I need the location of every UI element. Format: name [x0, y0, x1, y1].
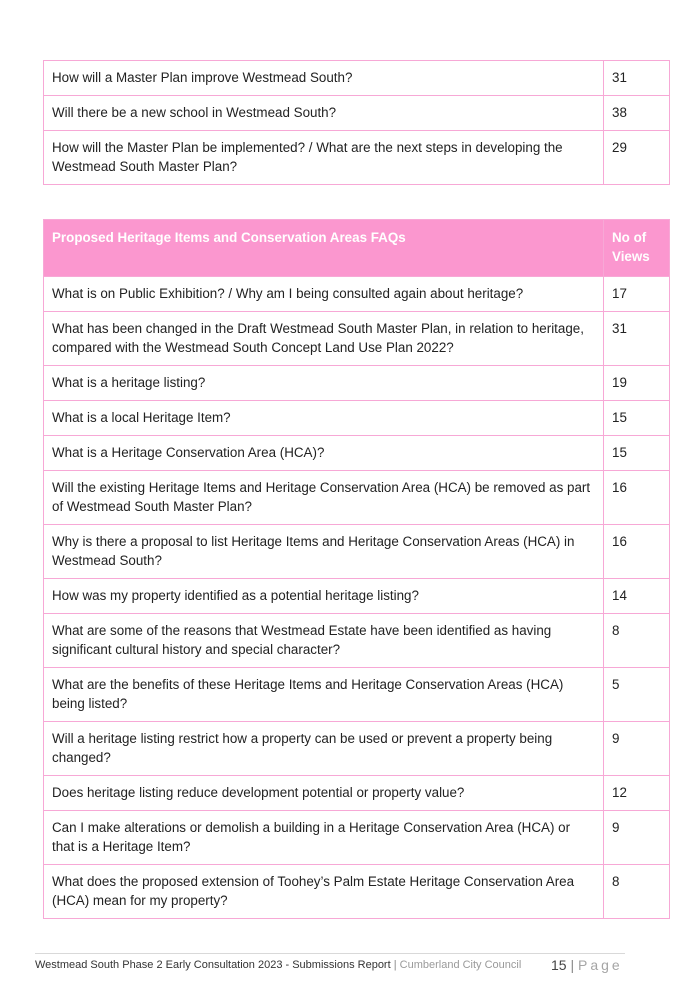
- table-header-row: [44, 220, 670, 277]
- views-cell: 29: [604, 131, 670, 185]
- page-separator: |: [570, 957, 575, 973]
- question-cell: Does heritage listing reduce development potential or property value?: [44, 776, 604, 811]
- question-cell: What are some of the reasons that Westmead Estate have been identified as having significant cultural history and special character?: [44, 614, 604, 668]
- views-cell: 38: [604, 96, 670, 131]
- column-header-views: No of Views: [604, 220, 670, 277]
- footer-report-title: Westmead South Phase 2 Early Consultation 2023 - Submissions Report: [35, 959, 391, 971]
- views-cell: 12: [604, 776, 670, 811]
- table-row: [44, 401, 670, 436]
- table-row: [44, 471, 670, 525]
- question-cell: What is a local Heritage Item?: [44, 401, 604, 436]
- page-number: 15: [551, 957, 567, 973]
- question-cell: Will the existing Heritage Items and Heritage Conservation Area (HCA) be removed as part of Westmead South Master Plan?: [44, 471, 604, 525]
- question-cell: How will a Master Plan improve Westmead South?: [44, 61, 604, 96]
- question-cell: Will there be a new school in Westmead South?: [44, 96, 604, 131]
- table-row: [44, 776, 670, 811]
- faq-table-general: [43, 60, 670, 185]
- question-cell: What are the benefits of these Heritage Items and Heritage Conservation Areas (HCA) being listed?: [44, 668, 604, 722]
- footer-separator: |: [393, 959, 397, 971]
- question-cell: Why is there a proposal to list Heritage Items and Heritage Conservation Areas (HCA) in Westmead South?: [44, 525, 604, 579]
- views-cell: 9: [604, 811, 670, 865]
- table-row: [44, 579, 670, 614]
- views-cell: 17: [604, 277, 670, 312]
- views-cell: 16: [604, 525, 670, 579]
- table-row: [44, 436, 670, 471]
- table-row: [44, 366, 670, 401]
- question-cell: How was my property identified as a potential heritage listing?: [44, 579, 604, 614]
- question-cell: What does the proposed extension of Toohey’s Palm Estate Heritage Conservation Area (HCA) mean for my property?: [44, 865, 604, 919]
- table-row: [44, 525, 670, 579]
- table-row: [44, 668, 670, 722]
- table-row: [44, 722, 670, 776]
- question-cell: Can I make alterations or demolish a building in a Heritage Conservation Area (HCA) or that is a Heritage Item?: [44, 811, 604, 865]
- page-word: Page: [578, 957, 623, 973]
- question-cell: What has been changed in the Draft Westmead South Master Plan, in relation to heritage, compared with the Westmead South Concept Land Use Plan 2022?: [44, 312, 604, 366]
- page-number-block: [551, 957, 623, 973]
- views-cell: 9: [604, 722, 670, 776]
- column-header-question: Proposed Heritage Items and Conservation Areas FAQs: [44, 220, 604, 277]
- table-row: [44, 277, 670, 312]
- table-row: [44, 614, 670, 668]
- views-cell: 19: [604, 366, 670, 401]
- footer-council-name: Cumberland City Council: [399, 959, 522, 971]
- question-cell: How will the Master Plan be implemented? / What are the next steps in developing the Westmead South Master Plan?: [44, 131, 604, 185]
- page-footer: [35, 953, 625, 971]
- table-row: [44, 312, 670, 366]
- views-cell: 15: [604, 436, 670, 471]
- views-cell: 8: [604, 865, 670, 919]
- views-cell: 5: [604, 668, 670, 722]
- table-row: [44, 131, 670, 185]
- views-cell: 16: [604, 471, 670, 525]
- views-cell: 8: [604, 614, 670, 668]
- table-row: [44, 811, 670, 865]
- views-cell: 31: [604, 61, 670, 96]
- faq-table-heritage: [43, 219, 670, 919]
- views-cell: 31: [604, 312, 670, 366]
- question-cell: What is a heritage listing?: [44, 366, 604, 401]
- question-cell: What is a Heritage Conservation Area (HCA)?: [44, 436, 604, 471]
- views-cell: 14: [604, 579, 670, 614]
- question-cell: Will a heritage listing restrict how a property can be used or prevent a property being changed?: [44, 722, 604, 776]
- question-cell: What is on Public Exhibition? / Why am I being consulted again about heritage?: [44, 277, 604, 312]
- views-cell: 15: [604, 401, 670, 436]
- table-row: [44, 96, 670, 131]
- table-row: [44, 865, 670, 919]
- table-row: [44, 61, 670, 96]
